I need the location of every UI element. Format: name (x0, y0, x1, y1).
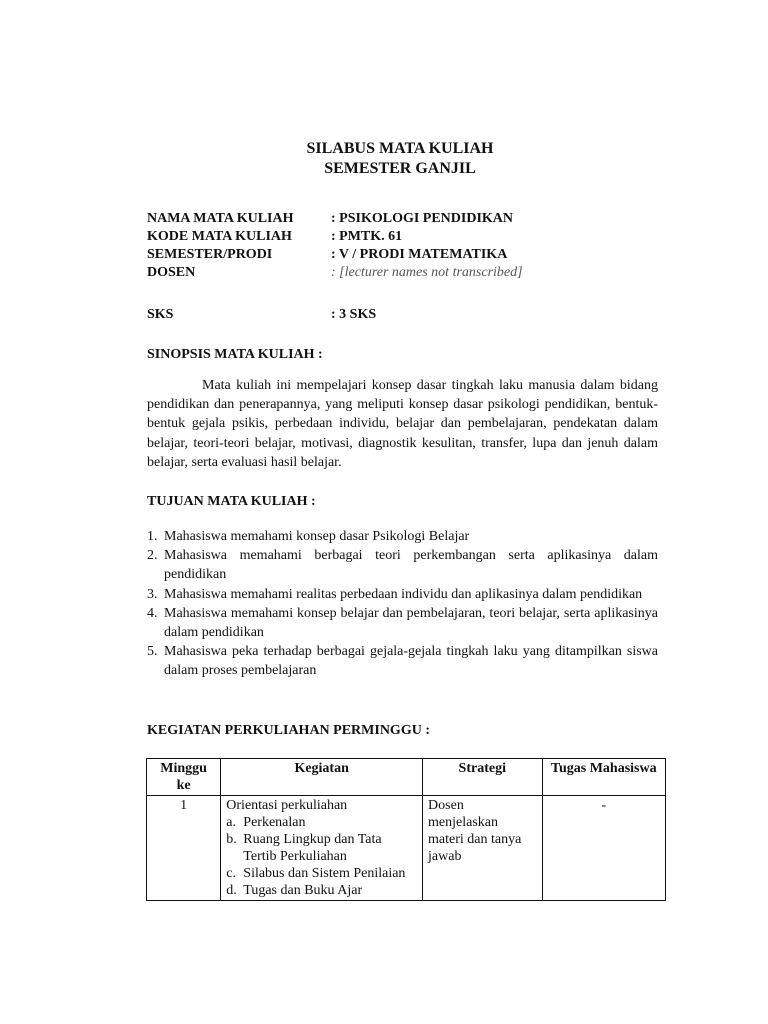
header-strategy: Strategi (423, 759, 542, 796)
goal-number: 5. (147, 644, 158, 660)
lecturer-value-placeholder: : [lecturer names not transcribed] (331, 265, 523, 280)
table-header-row (147, 759, 666, 796)
subitem-text: Ruang Lingkup dan Tata Tertib Perkuliahan (243, 832, 382, 864)
goals-heading: TUJUAN MATA KULIAH : (147, 494, 316, 509)
activity-subitem (226, 831, 417, 865)
goal-item (147, 546, 658, 584)
title-line-2: SEMESTER GANJIL (324, 160, 476, 177)
header-activity: Kegiatan (221, 759, 423, 796)
synopsis-text: Mata kuliah ini mempelajari konsep dasar tingkah laku manusia dalam bidang pendidikan dan penerapannya, yang meliputi konsep dasar psikologi pendidikan, bentuk-bentuk gejala psikis, perbedaan individu, belajar dan pembelajaran, pendekatan dalam belajar, teori-teori belajar, motivasi, diagnostik kesulitan, transfer, lupa dan jenuh dalam belajar, serta evaluasi hasil belajar. (147, 378, 658, 470)
subitem-letter: d. (226, 883, 237, 898)
goal-item (147, 585, 658, 604)
subitem-text: Tugas dan Buku Ajar (243, 883, 363, 898)
course-name-row (147, 210, 523, 228)
lecturer-row (147, 264, 523, 282)
activity-sublist (226, 814, 417, 899)
semester-label: SEMESTER/PRODI (147, 247, 273, 262)
course-name-value: : PSIKOLOGI PENDIDIKAN (331, 211, 514, 226)
activity-subitem (226, 865, 417, 882)
subitem-text: Silabus dan Sistem Penilaian (243, 866, 406, 881)
goal-number: 2. (147, 548, 158, 564)
activity-subitem (226, 814, 417, 831)
semester-value: : V / PRODI MATEMATIKA (331, 247, 508, 262)
goal-text: Mahasiswa peka terhadap berbagai gejala-gejala tingkah laku yang ditampilkan siswa dalam proses pembelajaran (164, 644, 658, 679)
activity-title: Orientasi perkuliahan (226, 798, 348, 813)
activity-subitem (226, 882, 417, 899)
goal-text: Mahasiswa memahami realitas perbedaan individu dan aplikasinya dalam pendidikan (164, 586, 643, 602)
lecturer-label: DOSEN (147, 265, 196, 280)
weekly-schedule-table (146, 758, 666, 901)
title-line-1: SILABUS MATA KULIAH (306, 140, 494, 157)
strategy-cell: Dosen menjelaskan materi dan tanya jawab (423, 796, 542, 901)
document-title (0, 139, 768, 179)
goal-text: Mahasiswa memahami berbagai teori perkembangan serta aplikasinya dalam pendidikan (164, 548, 658, 583)
course-info (147, 210, 523, 324)
goal-item (147, 527, 658, 546)
goal-number: 3. (147, 586, 158, 602)
sks-value: : 3 SKS (331, 307, 377, 322)
header-week: Minggu ke (147, 759, 221, 796)
synopsis-heading: SINOPSIS MATA KULIAH : (147, 347, 323, 362)
course-code-label: KODE MATA KULIAH (147, 229, 292, 244)
header-student-task: Tugas Mahasiswa (542, 759, 666, 796)
course-code-row (147, 228, 523, 246)
student-task-cell: - (542, 796, 666, 901)
course-code-value: : PMTK. 61 (331, 229, 403, 244)
week-cell: 1 (147, 796, 221, 901)
sks-label: SKS (147, 307, 174, 322)
subitem-letter: c. (226, 866, 236, 881)
goal-text: Mahasiswa memahami konsep belajar dan pembelajaran, teori belajar, serta aplikasinya dalam pendidikan (164, 605, 658, 641)
subitem-text: Perkenalan (243, 815, 306, 830)
goal-number: 1. (147, 529, 158, 544)
activity-cell (221, 796, 423, 901)
goal-text: Mahasiswa memahami konsep dasar Psikologi Belajar (164, 529, 470, 544)
sks-row (147, 306, 523, 324)
subitem-letter: b. (226, 832, 237, 847)
goal-item (147, 642, 658, 680)
synopsis-paragraph (147, 376, 658, 472)
course-name-label: NAMA MATA KULIAH (147, 211, 294, 226)
goals-list (147, 527, 658, 681)
semester-row (147, 246, 523, 264)
lecturer-spacer-row (147, 282, 523, 306)
table-row (147, 796, 666, 901)
subitem-letter: a. (226, 815, 236, 830)
goal-number: 4. (147, 605, 158, 621)
goal-item (147, 604, 658, 642)
schedule-heading: KEGIATAN PERKULIAHAN PERMINGGU : (147, 723, 430, 738)
